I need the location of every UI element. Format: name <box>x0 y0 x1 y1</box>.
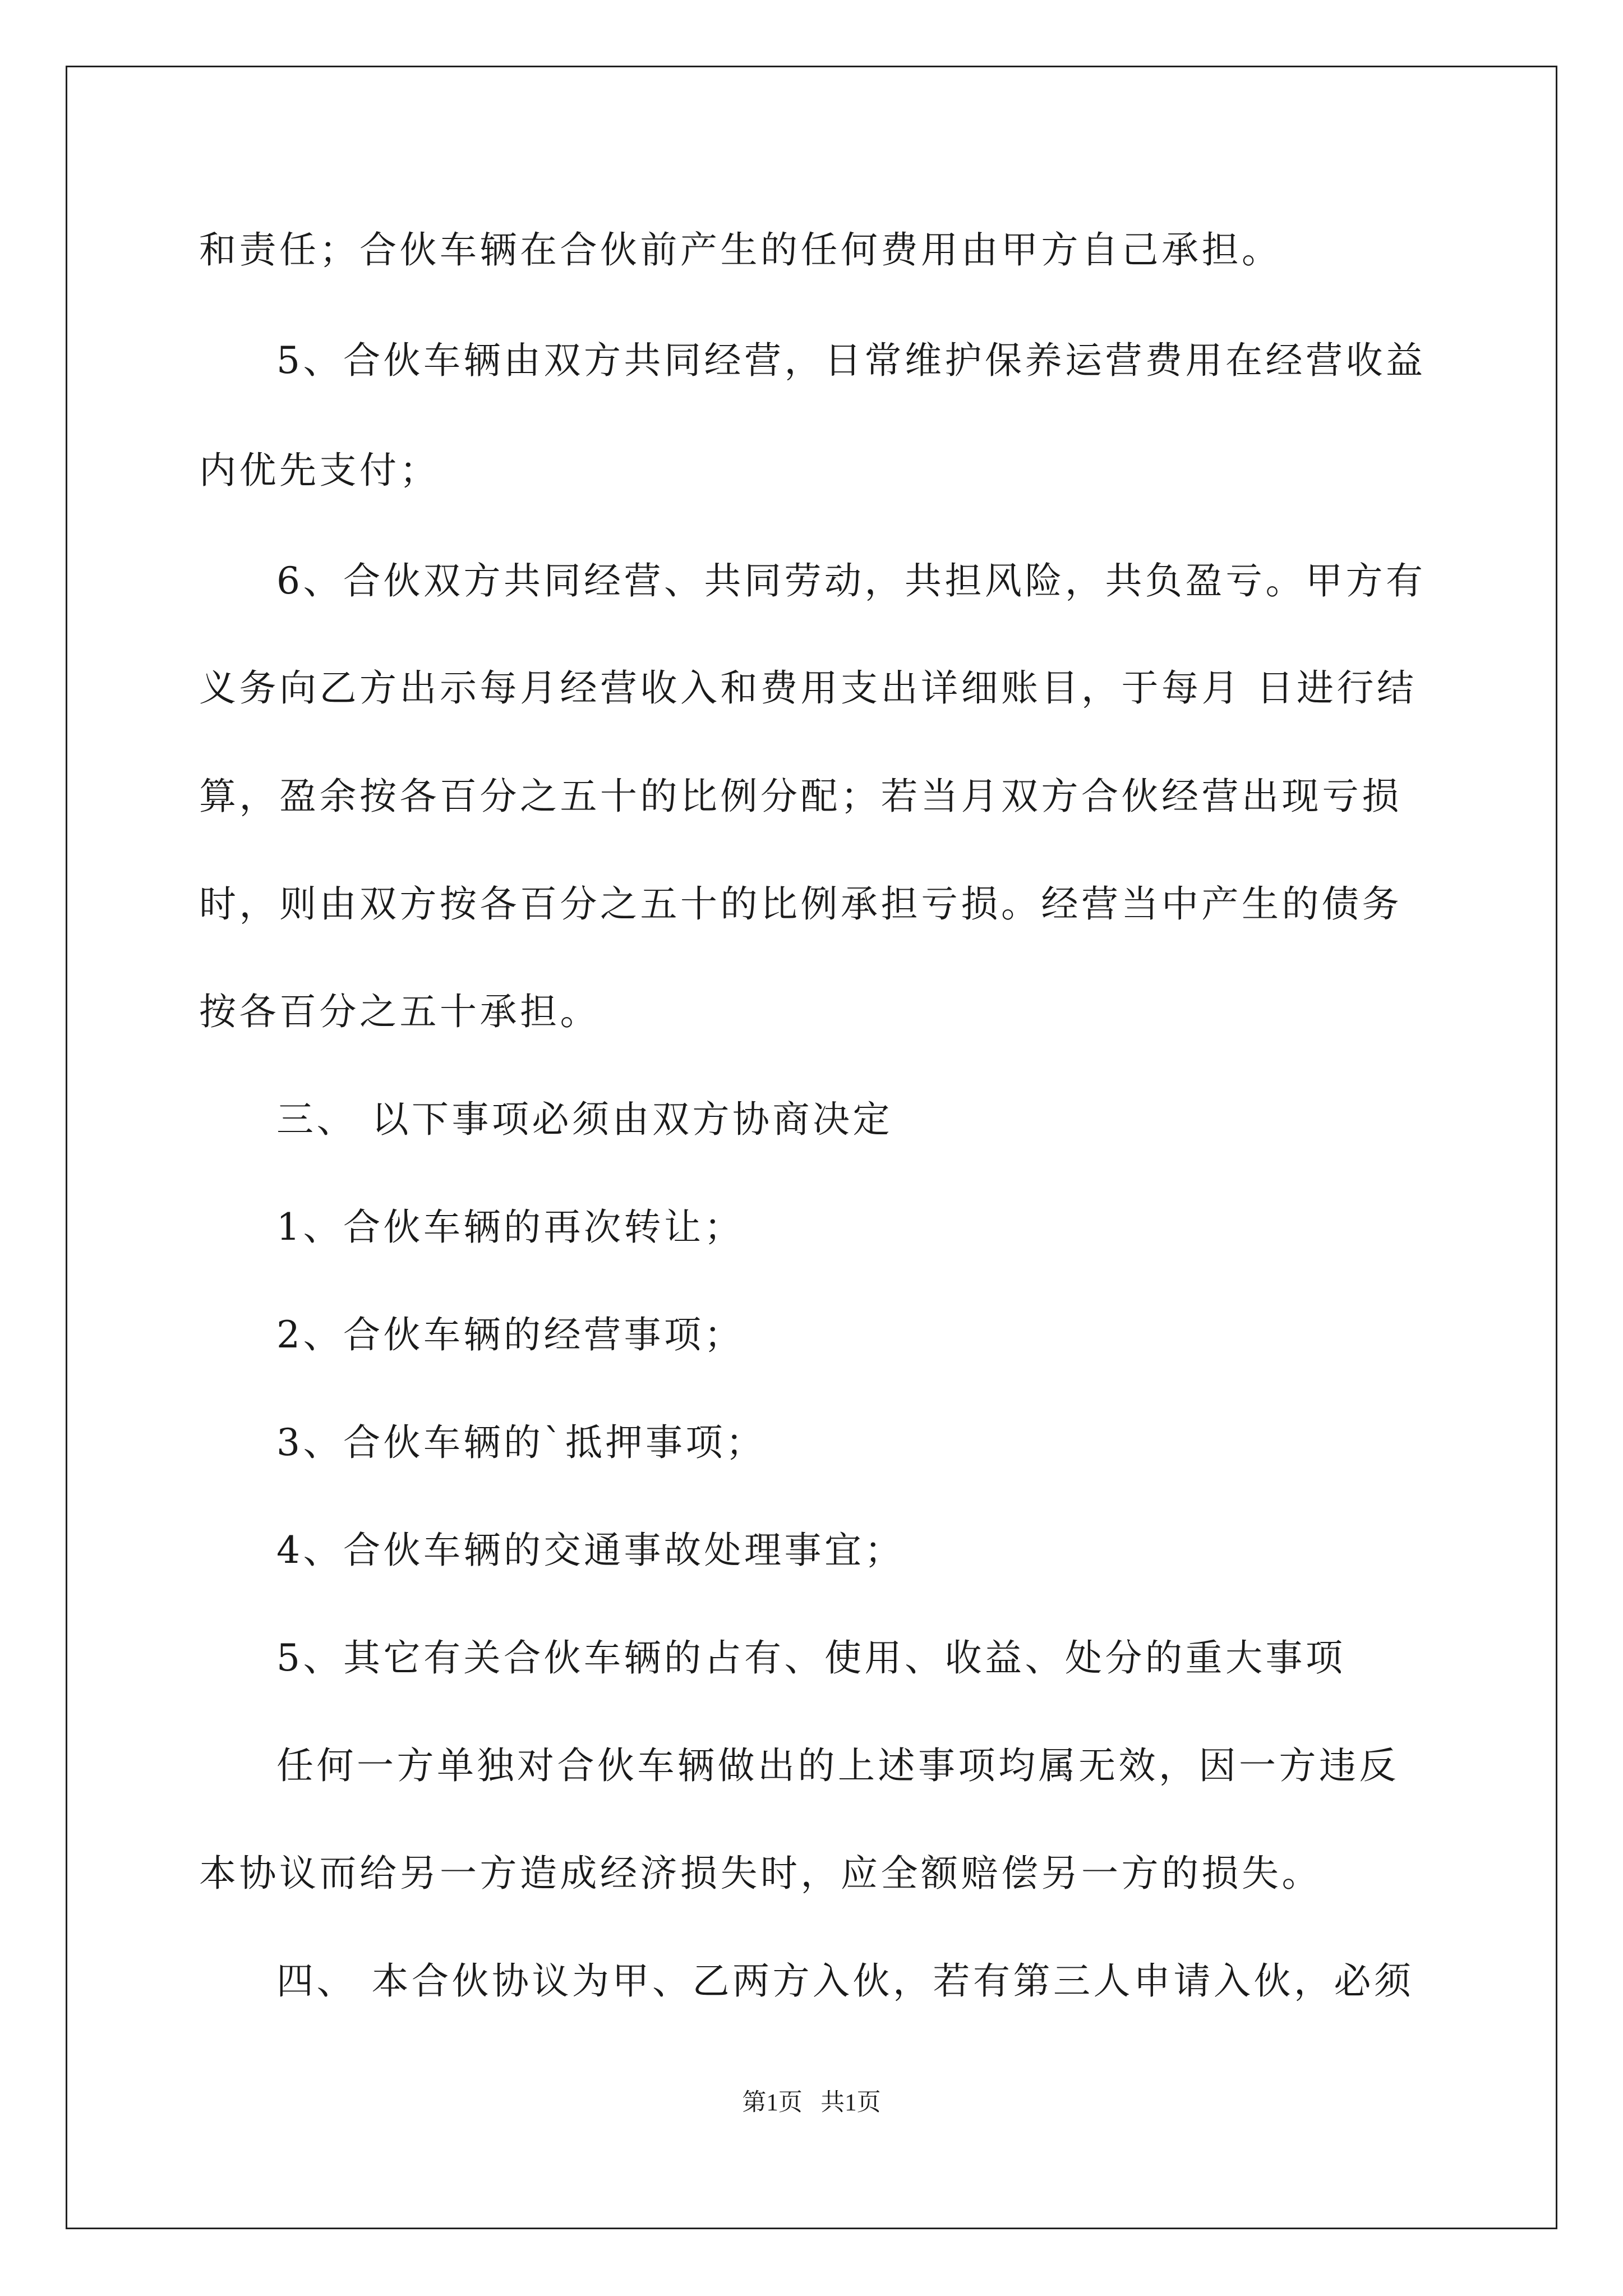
list-item: 1、合伙车辆的再次转让； <box>276 1205 744 1249</box>
list-item: 5、其它有关合伙车辆的占有、使用、收益、处分的重大事项 <box>276 1636 1346 1680</box>
paragraph-line: 算，盈余按各百分之五十的比例分配；若当月双方合伙经营出现亏损 <box>199 775 1402 818</box>
list-item: 4、合伙车辆的交通事故处理事宜； <box>276 1529 905 1572</box>
paragraph-line: 内优先支付； <box>199 449 440 492</box>
paragraph-line: 6、合伙双方共同经营、共同劳动，共担风险，共负盈亏。甲方有 <box>276 559 1426 602</box>
list-item: 2、合伙车辆的经营事项； <box>276 1313 744 1356</box>
paragraph-line: 和责任；合伙车辆在合伙前产生的任何费用由甲方自己承担。 <box>199 228 1282 272</box>
section-heading: 四、 本合伙协议为甲、乙两方入伙，若有第三人申请入伙，必须 <box>276 1959 1414 2003</box>
page-number: 第1页 共1页 <box>742 2090 881 2116</box>
paragraph-line: 时，则由双方按各百分之五十的比例承担亏损。经营当中产生的债务 <box>199 882 1402 926</box>
page-border <box>66 66 1557 2229</box>
paragraph-line: 任何一方单独对合伙车辆做出的上述事项均属无效，因一方违反 <box>276 1744 1399 1787</box>
paragraph-line: 5、合伙车辆由双方共同经营，日常维护保养运营费用在经营收益 <box>276 339 1426 382</box>
paragraph-line: 按各百分之五十承担。 <box>199 990 600 1033</box>
paragraph-line: 义务向乙方出示每月经营收入和费用支出详细账目，于每月 日进行结 <box>199 666 1417 710</box>
paragraph-line: 本协议而给另一方造成经济损失时，应全额赔偿另一方的损失。 <box>199 1852 1322 1895</box>
section-heading: 三、 以下事项必须由双方协商决定 <box>276 1098 893 1141</box>
list-item: 3、合伙车辆的`抵押事项； <box>276 1421 766 1464</box>
